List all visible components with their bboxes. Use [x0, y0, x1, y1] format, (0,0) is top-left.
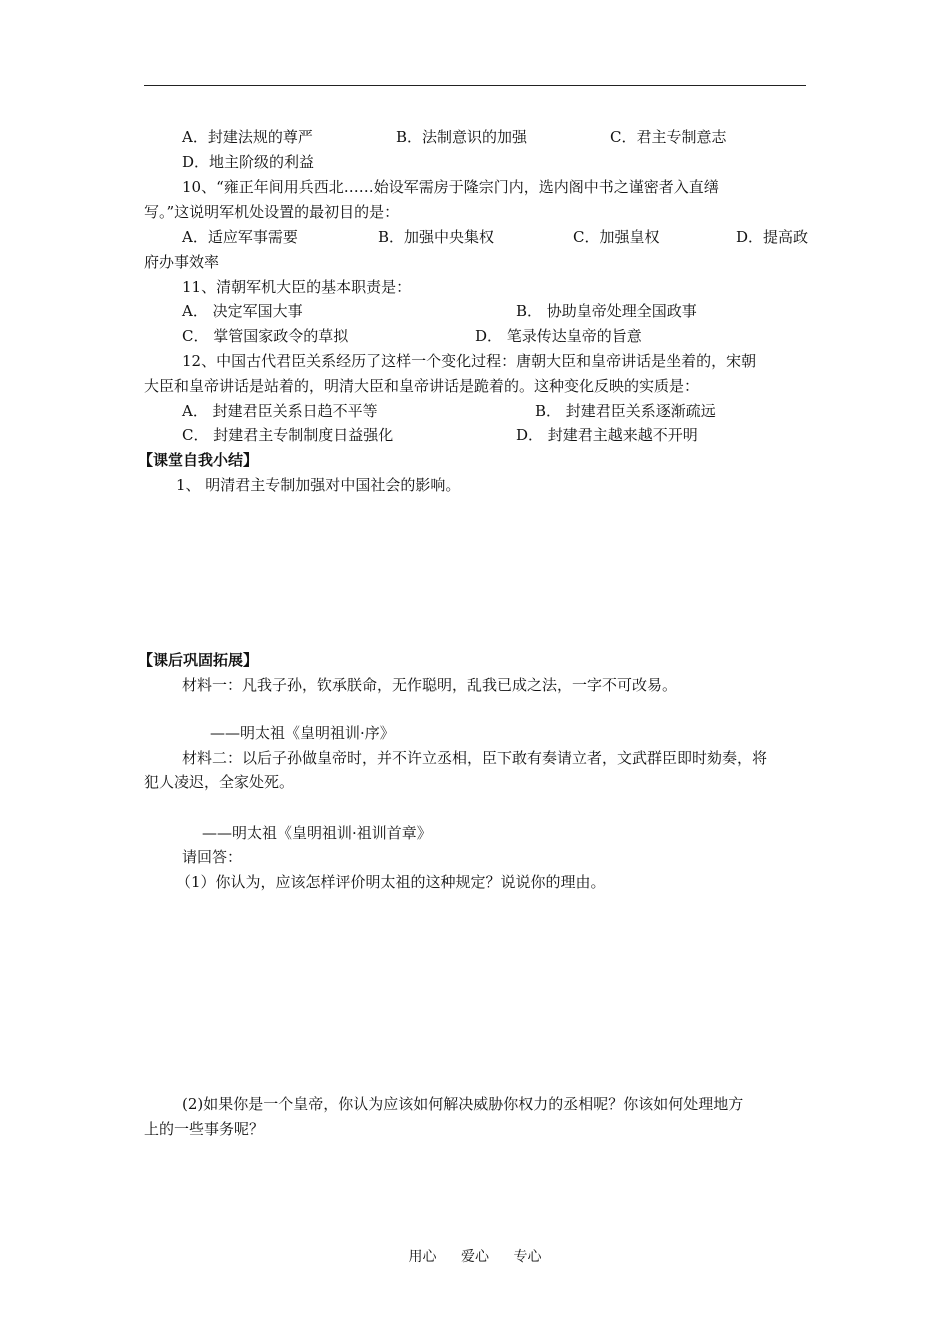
q10-option-a: A．适应军事需要: [182, 228, 298, 246]
q12-option-a: A． 封建君臣关系日趋不平等: [182, 402, 378, 420]
answer-prompt: 请回答：: [182, 848, 243, 866]
summary-item-1: 1、 明清君主专制加强对中国社会的影响。: [176, 476, 461, 494]
header-rule: [144, 85, 806, 86]
question-2-line2: 上的一些事务呢？: [144, 1120, 265, 1138]
footer-part-3: 专心: [513, 1249, 542, 1265]
material-two-line1: 材料二：以后子孙做皇帝时，并不许立丞相，臣下敢有奏请立者，文武群臣即时劾奏，将: [182, 749, 768, 767]
q12-option-d: D． 封建君主越来越不开明: [516, 426, 698, 444]
q12-option-c: C． 封建君主专制制度日益强化: [182, 426, 394, 444]
question-2-line1: (2)如果你是一个皇帝，你认为应该如何解决威胁你权力的丞相呢？你该如何处理地方: [182, 1095, 744, 1113]
q11-option-d: D． 笔录传达皇帝的旨意: [475, 327, 642, 345]
q9-option-c: C．君主专制意志: [610, 128, 727, 146]
q12-stem-line2: 大臣和皇帝讲话是站着的，明清大臣和皇帝讲话是跪着的。这种变化反映的实质是：: [144, 377, 700, 395]
material-one: 材料一：凡我子孙，钦承朕命，无作聪明，乱我已成之法，一字不可改易。: [182, 676, 678, 694]
material-one-source: ——明太祖《皇明祖训·序》: [210, 724, 395, 742]
page-footer: [0, 1246, 950, 1266]
q11-option-c: C． 掌管国家政令的草拟: [182, 327, 349, 345]
q9-option-a: A．封建法规的尊严: [182, 128, 313, 146]
q10-option-d-cont: 府办事效率: [144, 253, 220, 271]
question-1: （1）你认为，应该怎样评价明太祖的这种规定？说说你的理由。: [176, 873, 606, 891]
q11-option-a: A． 决定军国大事: [182, 302, 303, 320]
material-two-source: ——明太祖《皇明祖训·祖训首章》: [202, 824, 432, 842]
q12-option-b: B． 封建君臣关系逐渐疏远: [535, 402, 716, 420]
summary-heading: 【课堂自我小结】: [138, 451, 259, 469]
material-two-line2: 犯人凌迟，全家处死。: [144, 773, 295, 791]
q10-stem-line1: 10、“雍正年间用兵西北……始设军需房于隆宗门内，选内阁中书之谨密者入直缮: [182, 178, 719, 196]
q11-option-b: B． 协助皇帝处理全国政事: [516, 302, 697, 320]
q9-option-d: D．地主阶级的利益: [182, 153, 315, 171]
q10-stem-line2: 写。”这说明军机处设置的最初目的是：: [144, 203, 400, 221]
q10-option-c: C．加强皇权: [573, 228, 660, 246]
q10-option-b: B．加强中央集权: [378, 228, 495, 246]
q9-option-b: B．法制意识的加强: [396, 128, 528, 146]
extension-heading: 【课后巩固拓展】: [138, 651, 259, 669]
q10-option-d: D．提高政: [736, 228, 809, 246]
footer-part-2: 爱心: [461, 1249, 489, 1265]
q12-stem-line1: 12、中国古代君臣关系经历了这样一个变化过程：唐朝大臣和皇帝讲话是坐着的，宋朝: [182, 352, 757, 370]
q11-stem: 11、清朝军机大臣的基本职责是：: [182, 278, 412, 296]
footer-part-1: 用心: [408, 1249, 437, 1265]
